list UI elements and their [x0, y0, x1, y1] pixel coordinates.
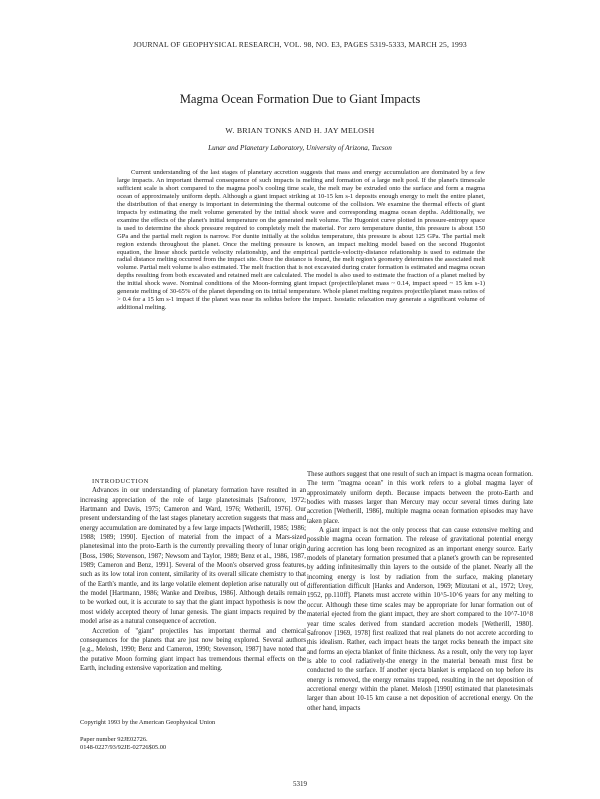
intro-paragraph: These authors suggest that one result of such an impact is magma ocean formation. The term "magma ocean" in this work refers to a global magma layer of approximately uniform depth. Because impacts between the proto-Earth and bodies with masses larger than Mercury may occur several times during late accretion [Wetherill, 1986], multiple magma ocean formation episodes may have taken place. [307, 471, 533, 525]
affiliation: Lunar and Planetary Laboratory, University of Arizona, Tucson [208, 144, 392, 152]
abstract: Current understanding of the last stages of planetary accretion suggests that mass and energy accumulation are dominated by a few large impacts. An important thermal consequence of such impacts is melting and formation of a large melt pool. If the planet's timescale sufficient scale is short compared to the magma pool's cooling time scale, the melt may be extruded onto the surface and form a magma ocean of approximately uniform depth. Although a giant impact striking at 10-15 km s-1 deposits enough energy to melt the entire planet, the distribution of that energy is important in determining the thermal outcome of the collision. We examine the thermal effects of giant impacts by estimating the melt volume generated by the initial shock wave and corresponding magma ocean depths. Additionally, we examine the effects of the planet's initial temperature on the generated melt volume. The Hugoniot curve plotted in pressure-entropy space is used to determine the shock pressure required to completely melt the material. For zero temperature dunite, this pressure is about 150 GPa and the partial melt region is narrow. For dunite initially at the solidus temperature, this pressure is about 125 GPa. The partial melt region extends throughout the planet. Once the melting pressure is known, an impact melting model based on the second Hugoniot equation, the linear shock particle velocity relationship, and the empirical particle-velocity-distance relationship is used to estimate the radial distance melting occurred from the impact site. Once the distance is found, the melt region's geometry determines the associated melt volume. Partial melt volume is also estimated. The melt fraction that is not excavated during crater formation is estimated and magma ocean depths resulting from both excavated and retained melt are calculated. The model is also used to estimate the fraction of a planet melted by the initial shock wave. Nominal conditions of the Moon-forming giant impact (projectile/planet mass ~ 0.14, impact speed ~ 15 km s-1) generate melting of 30-65% of the planet depending on its initial temperature. Whole planet melting requires projectile/planet mass ratios of > 0.4 for a 15 km s-1 impact if the planet was near its solidus before the impact. Isostatic relaxation may generate a significant volume of additional melting. [117, 169, 485, 312]
section-heading-introduction: INTRODUCTION [92, 478, 150, 485]
intro-paragraph: Advances in our understanding of planetary formation have resulted in an increasing appreciation of the role of large planetesimals [Safronov, 1972; Hartmann and Davis, 1975; Cameron and Ward, 1976; Wetherill, 1976]. Our present understanding of the last stages planetary accretion suggests that mass and energy accumulation are dominated by a few large impacts [Wetherill, 1985; 1986; 1988; 1989; 1990]. Ejection of material from the impact of a Mars-sized planetesimal into the proto-Earth is the currently prevailing theory of lunar origin [Boss, 1986; Stevenson, 1987; Newsom and Taylor, 1989; Benz et al., 1986, 1987, 1989; Cameron and Benz, 1991]. Several of the Moon's observed gross features, such as its low total iron content, similarity of its overall silicate chemistry to that of the Earth's mantle, and its large volatile element depletion arise naturally out of the model [Hartmann, 1986; Wanke and Dreibus, 1986]. Although details remain to be worked out, it is accurate to say that the giant impact hypothesis is now the most widely accepted theory of lunar genesis. The giant impacts required by the model arise as a natural consequence of accretion. [80, 487, 306, 626]
intro-paragraph: A giant impact is not the only process that can cause extensive melting and possible magma ocean formation. The release of gravitational potential energy during accretion has long been recognized as an important energy source. Early models of planetary formation presumed that a planet's growth can be represented by adding infinitesimally thin layers to the outside of the planet. Nearly all the incoming energy is lost by radiation from the surface, making planetary differentiation difficult [Hanks and Anderson, 1969; Mizutani et al., 1972; Urey, 1952, pp.110ff]. Planets must accrete within 10^5-10^6 years for any melting to occur. Although these time scales may be appropriate for lunar formation out of material ejected from the giant impact, they are short compared to the 10^7-10^8 year time scales derived from standard accretion models [Wetherill, 1980]. Safronov [1969, 1978] first realized that real planets do not accrete according to this idealism. Rather, each impact heats the target rocks beneath the impact site and forms an ejecta blanket of finite thickness. As a result, only the very top layer is able to cool radiatively-the energy in the material beneath must first be conducted to the surface. If another ejecta blanket is emplaced on top before its energy is removed, the energy remains trapped, resulting in the net deposition of accretional energy within the planet. Melosh [1990] estimated that planetesimals larger than about 10-15 km cause a net deposition of accretional energy. On the other hand, impacts [307, 527, 533, 712]
journal-header: JOURNAL OF GEOPHYSICAL RESEARCH, VOL. 98, NO. E3, PAGES 5319-5333, MARCH 25, 1993 [133, 40, 467, 49]
paper-number: Paper number 92JE02726. [80, 735, 148, 743]
copyright-line: Copyright 1993 by the American Geophysical Union [80, 719, 216, 726]
right-column [307, 470, 533, 713]
page-number: 5319 [293, 780, 307, 788]
left-column [80, 477, 306, 673]
copyright-footnote [80, 719, 300, 753]
paper-title: Magma Ocean Formation Due to Giant Impacts [179, 92, 421, 106]
issn-line: 0148-0227/93/92JE-02726$05.00 [80, 744, 167, 752]
intro-paragraph: Accretion of "giant" projectiles has important thermal and chemical consequences for the planets that are just now being explored. Several authors [e.g., Melosh, 1990; Benz and Cameron, 1990; Stevenson, 1987] have noted that the putative Moon forming giant impact has tremendous thermal effects on the Earth, including extensive vaporization and melting. [80, 627, 306, 672]
author-list: W. BRIAN TONKS AND H. JAY MELOSH [225, 126, 375, 135]
